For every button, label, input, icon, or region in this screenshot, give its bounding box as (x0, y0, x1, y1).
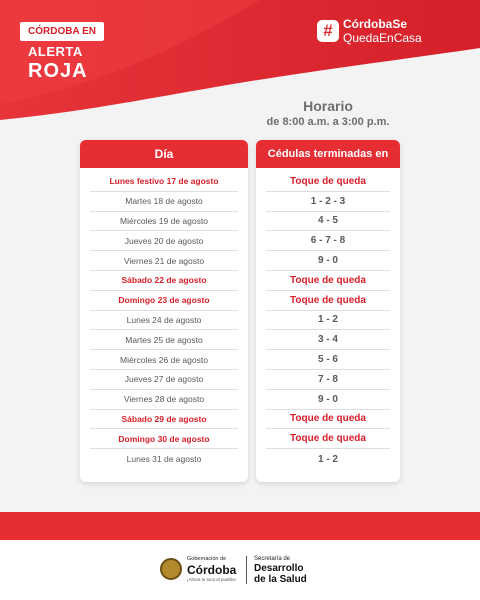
alerta-text: ALERTA (28, 44, 83, 59)
horario-title: Horario (303, 98, 353, 114)
day-row: Jueves 27 de agosto (90, 370, 238, 390)
cedulas-row: Toque de queda (266, 410, 390, 430)
day-row: Domingo 23 de agosto (90, 291, 238, 311)
day-column-card (80, 140, 248, 482)
day-row: Sábado 22 de agosto (90, 271, 238, 291)
cedulas-row: Toque de queda (266, 291, 390, 311)
cedulas-row: 7 - 8 (266, 370, 390, 390)
red-band (0, 512, 480, 540)
day-row: Lunes 31 de agosto (126, 454, 202, 465)
day-row: Jueves 20 de agosto (90, 231, 238, 251)
day-row: Viernes 21 de agosto (90, 251, 238, 271)
secretaria-name-line1: Desarrollo (254, 563, 304, 574)
secretaria-name-line2: de la Salud (254, 574, 307, 585)
cedulas-row: 5 - 6 (266, 350, 390, 370)
cordoba-en-badge: CÓRDOBA EN (20, 22, 104, 41)
gov-tagline: ¡Ahora le toca al pueblo! (187, 577, 236, 582)
day-row: Domingo 30 de agosto (90, 429, 238, 449)
hashtag-line2: QuedaEnCasa (343, 31, 422, 45)
cedulas-row: Toque de queda (266, 271, 390, 291)
cedulas-row: 9 - 0 (266, 251, 390, 271)
day-row: Martes 18 de agosto (90, 192, 238, 212)
cedulas-column-header: Cédulas terminadas en (256, 140, 400, 168)
cedulas-row: Toque de queda (266, 172, 390, 192)
day-column-header: Día (80, 140, 248, 168)
cedulas-row: 3 - 4 (266, 330, 390, 350)
cedulas-row: 1 - 2 (317, 453, 338, 465)
gov-small-text: Gobernación de (187, 556, 227, 562)
cedulas-row: 6 - 7 - 8 (266, 231, 390, 251)
horario-subtitle: de 8:00 a.m. a 3:00 p.m. (266, 116, 390, 128)
cedulas-row: Toque de queda (266, 429, 390, 449)
gov-name: Córdoba (187, 563, 237, 577)
cedulas-column-card (256, 140, 400, 482)
seal-icon (160, 558, 182, 580)
header-banner (0, 0, 480, 130)
hashtag-icon: # (317, 20, 339, 42)
secretaria-small-text: Secretaría de (254, 556, 291, 562)
cedulas-row: 1 - 2 (266, 311, 390, 331)
cedulas-rows (256, 168, 400, 469)
hashtag-line1: CórdobaSe (343, 17, 408, 31)
day-row: Miércoles 26 de agosto (90, 350, 238, 370)
day-row: Lunes 24 de agosto (90, 311, 238, 331)
day-rows (80, 168, 248, 469)
day-row: Martes 25 de agosto (90, 330, 238, 350)
cedulas-row: 1 - 2 - 3 (266, 192, 390, 212)
cedulas-row: 4 - 5 (266, 212, 390, 232)
day-row: Sábado 29 de agosto (90, 410, 238, 430)
roja-text: ROJA (28, 60, 88, 82)
day-row: Viernes 28 de agosto (90, 390, 238, 410)
footer-divider (246, 556, 247, 584)
cedulas-row: 9 - 0 (266, 390, 390, 410)
day-row: Lunes festivo 17 de agosto (90, 172, 238, 192)
footer (0, 540, 480, 600)
day-row: Miércoles 19 de agosto (90, 212, 238, 232)
